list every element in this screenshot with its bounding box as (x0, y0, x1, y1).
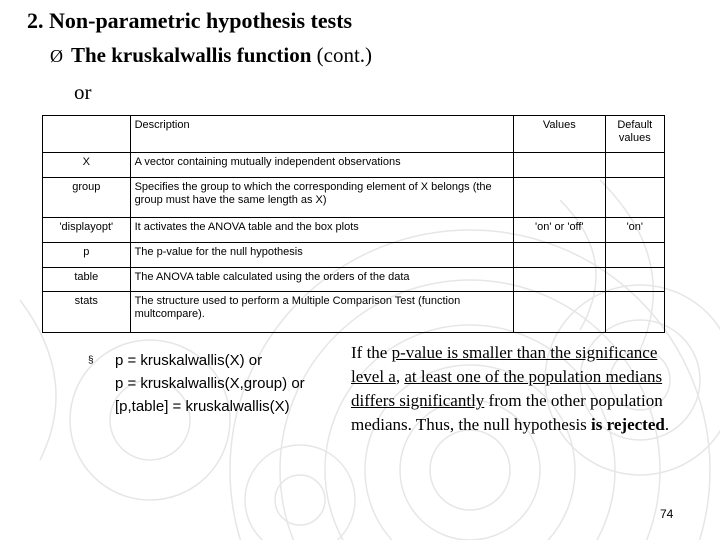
explanation-pvalue: p-value is smaller than the significance level a (351, 343, 658, 386)
table-row (43, 292, 665, 333)
row-name: X (43, 153, 131, 178)
row-description: Specifies the group to which the corresponding element of X belongs (the group must have the same length as X) (130, 177, 513, 218)
row-description: The ANOVA table calculated using the orders of the data (130, 267, 513, 292)
explanation-part: , (395, 367, 405, 386)
row-default (605, 153, 664, 178)
row-name: 'displayopt' (43, 218, 131, 243)
header-values: Values (514, 116, 606, 153)
table-row (43, 242, 665, 267)
explanation-part: from the other population medians. Thus, the null hypothesis (351, 391, 663, 434)
row-description: A vector containing mutually independent observations (130, 153, 513, 178)
row-name: p (43, 242, 131, 267)
subtitle-function: The kruskalwallis function (71, 43, 312, 67)
table-header-row (43, 116, 665, 153)
header-name (43, 116, 131, 153)
row-name: stats (43, 292, 131, 333)
slide-title: 2. Non-parametric hypothesis tests (27, 8, 353, 33)
row-description: It activates the ANOVA table and the box plots (130, 218, 513, 243)
row-values (514, 267, 606, 292)
header-default-values: Default values (605, 116, 664, 153)
row-values (514, 177, 606, 218)
slide-subtitle (50, 43, 372, 68)
syntax-line: [p,table] = kruskalwallis(X) (115, 398, 290, 415)
row-description: The p-value for the null hypothesis (130, 242, 513, 267)
square-bullet-icon: § (88, 355, 94, 366)
row-values (514, 153, 606, 178)
row-description: The structure used to perform a Multiple Comparison Test (function multcompare). (130, 292, 513, 333)
row-values: 'on' or 'off' (514, 218, 606, 243)
parameter-table (42, 115, 665, 333)
or-label: or (74, 80, 92, 104)
row-default: 'on' (605, 218, 664, 243)
syntax-line: p = kruskalwallis(X,group) or (115, 375, 305, 392)
syntax-line: p = kruskalwallis(X) or (115, 352, 263, 369)
row-values (514, 242, 606, 267)
table-row (43, 177, 665, 218)
row-default (605, 177, 664, 218)
row-name: group (43, 177, 131, 218)
explanation-part: If the (351, 343, 392, 362)
row-name: table (43, 267, 131, 292)
explanation-at-least: at least one of the population medians differs significantly (351, 367, 663, 410)
row-default (605, 242, 664, 267)
explanation-text (351, 341, 691, 437)
row-default (605, 267, 664, 292)
page-number: 74 (660, 507, 674, 521)
table-row (43, 267, 665, 292)
row-default (605, 292, 664, 333)
syntax-list (89, 349, 305, 418)
row-values (514, 292, 606, 333)
explanation-rejected: is rejected (591, 415, 665, 434)
header-description: Description (130, 116, 513, 153)
explanation-part: . (664, 415, 670, 434)
subtitle-cont: (cont.) (316, 43, 373, 67)
table-row (43, 153, 665, 178)
table-row (43, 218, 665, 243)
arrow-bullet-icon: Ø (50, 46, 63, 66)
